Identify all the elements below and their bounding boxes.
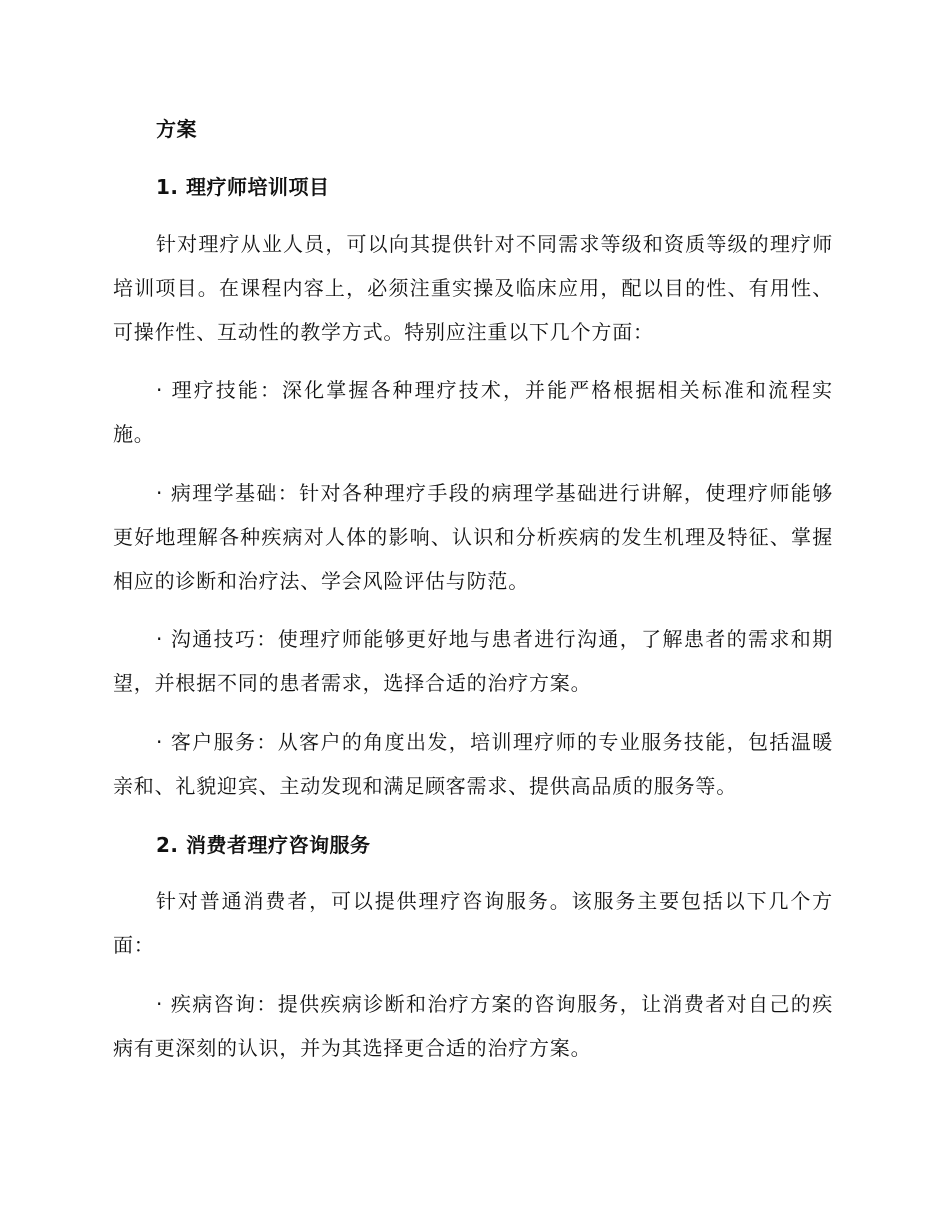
section-title: 方案 xyxy=(156,117,197,141)
bullet-therapy-skills: · 理疗技能：深化掌握各种理疗技术，并能严格根据相关标准和流程实施。 xyxy=(113,378,833,446)
bullet-pathology-basics: · 病理学基础：针对各种理疗手段的病理学基础进行讲解，使理疗师能够更好地理解各种疾病对人体的影响、认识和分析疾病的发生机理及特征、掌握相应的诊断和治疗法、学会风险评估与防范。 xyxy=(113,481,833,593)
bullet-disease-consulting: · 疾病咨询：提供疾病诊断和治疗方案的咨询服务，让消费者对自己的疾病有更深刻的认识，并为其选择更合适的治疗方案。 xyxy=(113,992,833,1060)
bullet-customer-service: · 客户服务：从客户的角度出发，培训理疗师的专业服务技能，包括温暖亲和、礼貌迎宾、主动发现和满足顾客需求、提供高品质的服务等。 xyxy=(113,730,833,798)
heading-training-program: 1. 理疗师培训项目 xyxy=(156,175,330,199)
paragraph-training-intro: 针对理疗从业人员，可以向其提供针对不同需求等级和资质等级的理疗师培训项目。在课程内容上，必须注重实操及临床应用，配以目的性、有用性、可操作性、互动性的教学方式。特别应注重以下几个方面： xyxy=(113,232,833,344)
paragraph-consulting-intro: 针对普通消费者，可以提供理疗咨询服务。该服务主要包括以下几个方面： xyxy=(113,889,833,957)
heading-consumer-consulting: 2. 消费者理疗咨询服务 xyxy=(156,833,371,857)
bullet-communication-skills: · 沟通技巧：使理疗师能够更好地与患者进行沟通，了解患者的需求和期望，并根据不同的患者需求，选择合适的治疗方案。 xyxy=(113,627,833,695)
